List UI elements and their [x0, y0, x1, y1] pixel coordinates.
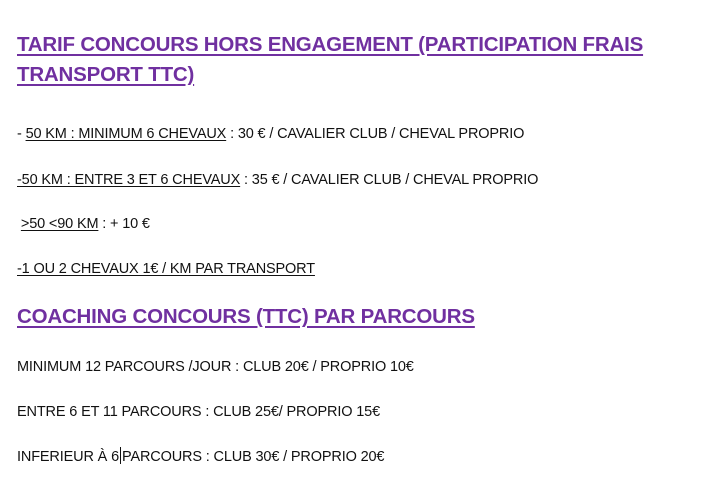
coaching-line-3-end: PARCOURS : CLUB 30€ / PROPRIO 20€	[122, 449, 385, 465]
tarif-line-2-price: : 35 € / CAVALIER CLUB / CHEVAL PROPRIO	[240, 172, 539, 188]
tarif-line-4-condition: -1 OU 2 CHEVAUX 1€ / KM PAR TRANSPORT	[17, 261, 315, 277]
tarif-line-3	[17, 214, 150, 234]
text-cursor	[120, 447, 121, 464]
tarif-line-1-price: : 30 € / CAVALIER CLUB / CHEVAL PROPRIO	[226, 126, 525, 142]
coaching-line-3[interactable]	[17, 447, 384, 467]
coaching-line-2: ENTRE 6 ET 11 PARCOURS : CLUB 25€/ PROPRIO 15€	[17, 404, 380, 420]
tarif-line-4	[17, 259, 315, 279]
tarif-line-2-condition: -50 KM : ENTRE 3 ET 6 CHEVAUX	[17, 172, 241, 188]
coaching-heading: COACHING CONCOURS (TTC) PAR PARCOURS	[17, 305, 475, 328]
tarif-line-3-price: : + 10 €	[98, 216, 150, 232]
tarif-line-1-condition: 50 KM : MINIMUM 6 CHEVAUX	[25, 126, 227, 142]
tarif-line-1	[17, 124, 524, 144]
coaching-line-1: MINIMUM 12 PARCOURS /JOUR : CLUB 20€ / PROPRIO 10€	[17, 359, 414, 375]
tarif-line-3-condition: >50 <90 KM	[20, 216, 99, 232]
coaching-line-3-start: INFERIEUR À 6	[17, 449, 119, 465]
tarif-line-2	[17, 170, 538, 190]
tarif-line-1-prefix: -	[17, 126, 26, 142]
tarif-heading: TARIF CONCOURS HORS ENGAGEMENT (PARTICIPATION FRAIS TRANSPORT TTC)	[17, 33, 644, 86]
